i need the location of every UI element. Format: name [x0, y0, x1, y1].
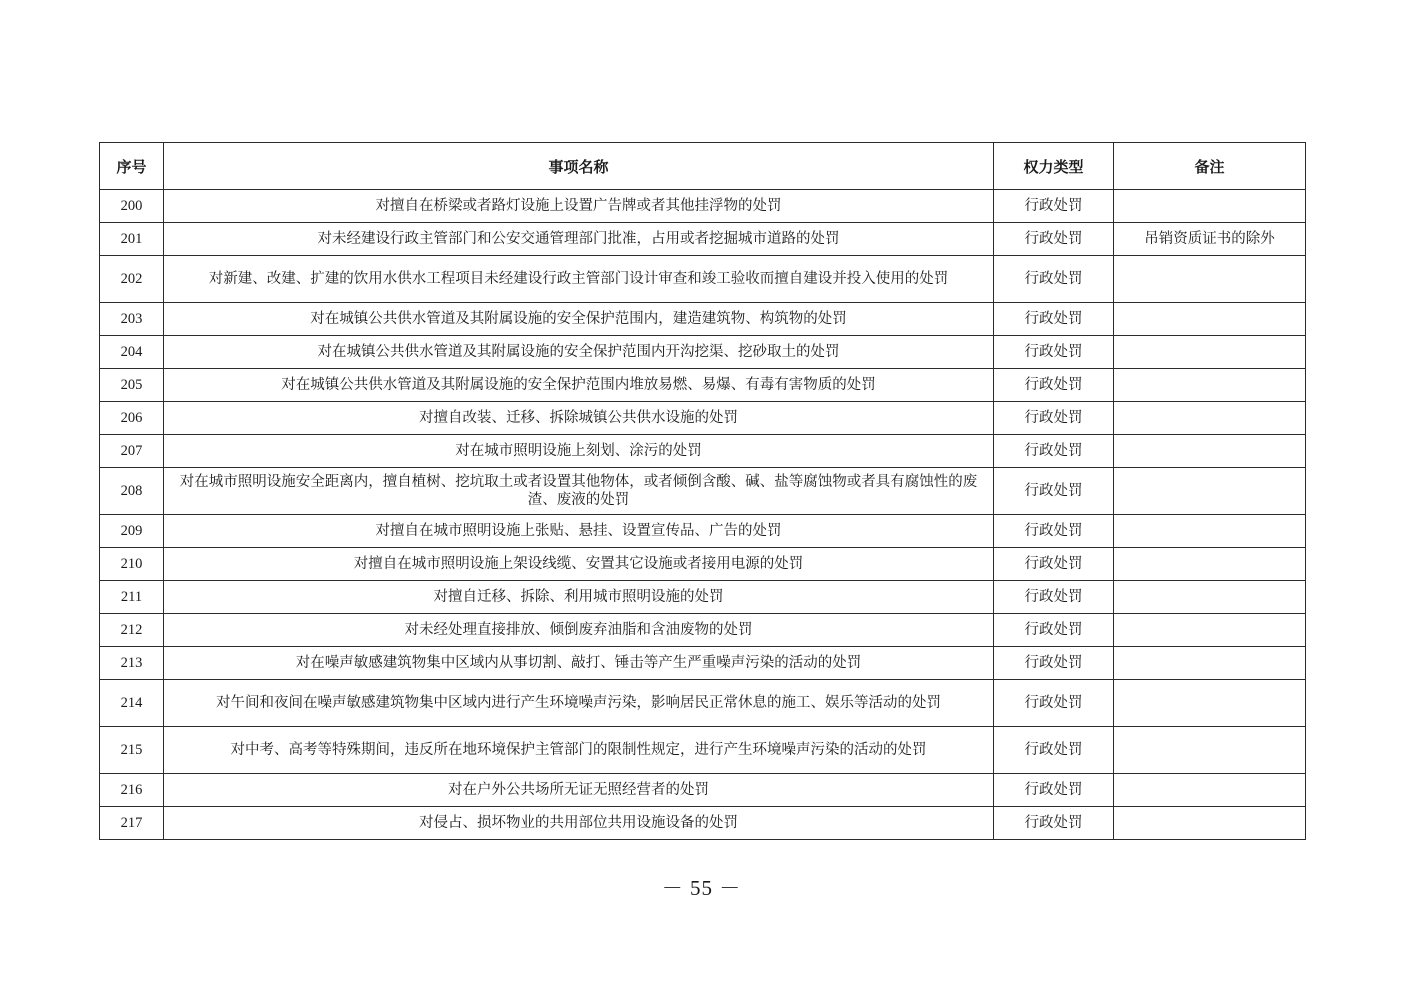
table-row	[100, 680, 1306, 727]
row-name: 对在户外公共场所无证无照经营者的处罚	[164, 774, 994, 807]
row-seq: 211	[100, 581, 164, 614]
row-type: 行政处罚	[994, 468, 1114, 515]
row-seq: 215	[100, 727, 164, 774]
row-seq: 205	[100, 369, 164, 402]
row-note	[1114, 468, 1306, 515]
row-note	[1114, 581, 1306, 614]
row-type: 行政处罚	[994, 190, 1114, 223]
row-name: 对中考、高考等特殊期间，违反所在地环境保护主管部门的限制性规定，进行产生环境噪声污染的活动的处罚	[164, 727, 994, 774]
row-note	[1114, 774, 1306, 807]
row-type: 行政处罚	[994, 727, 1114, 774]
row-seq: 214	[100, 680, 164, 727]
table-row	[100, 223, 1306, 256]
row-seq: 206	[100, 402, 164, 435]
row-name: 对午间和夜间在噪声敏感建筑物集中区域内进行产生环境噪声污染，影响居民正常休息的施工、娱乐等活动的处罚	[164, 680, 994, 727]
row-note	[1114, 727, 1306, 774]
row-seq: 216	[100, 774, 164, 807]
row-note	[1114, 614, 1306, 647]
row-type: 行政处罚	[994, 807, 1114, 840]
table-row	[100, 369, 1306, 402]
table-row	[100, 256, 1306, 303]
row-name: 对擅自在桥梁或者路灯设施上设置广告牌或者其他挂浮物的处罚	[164, 190, 994, 223]
row-note	[1114, 336, 1306, 369]
row-seq: 201	[100, 223, 164, 256]
row-type: 行政处罚	[994, 614, 1114, 647]
row-name: 对未经处理直接排放、倾倒废弃油脂和含油废物的处罚	[164, 614, 994, 647]
row-type: 行政处罚	[994, 548, 1114, 581]
row-name: 对在城镇公共供水管道及其附属设施的安全保护范围内开沟挖渠、挖砂取土的处罚	[164, 336, 994, 369]
table-row	[100, 774, 1306, 807]
row-name: 对擅自在城市照明设施上张贴、悬挂、设置宣传品、广告的处罚	[164, 515, 994, 548]
row-type: 行政处罚	[994, 256, 1114, 303]
table-row	[100, 468, 1306, 515]
row-seq: 209	[100, 515, 164, 548]
row-seq: 204	[100, 336, 164, 369]
table-row	[100, 548, 1306, 581]
power-list-table	[99, 142, 1306, 840]
row-type: 行政处罚	[994, 435, 1114, 468]
header-type: 权力类型	[994, 143, 1114, 190]
row-name: 对擅自改装、迁移、拆除城镇公共供水设施的处罚	[164, 402, 994, 435]
page-number: － 55 －	[661, 876, 742, 900]
row-type: 行政处罚	[994, 402, 1114, 435]
table-row	[100, 336, 1306, 369]
row-seq: 202	[100, 256, 164, 303]
row-seq: 208	[100, 468, 164, 515]
row-type: 行政处罚	[994, 223, 1114, 256]
table-row	[100, 402, 1306, 435]
row-type: 行政处罚	[994, 581, 1114, 614]
row-type: 行政处罚	[994, 336, 1114, 369]
row-name: 对擅自迁移、拆除、利用城市照明设施的处罚	[164, 581, 994, 614]
row-note	[1114, 303, 1306, 336]
row-note	[1114, 369, 1306, 402]
row-note	[1114, 402, 1306, 435]
row-type: 行政处罚	[994, 647, 1114, 680]
row-name: 对在城市照明设施上刻划、涂污的处罚	[164, 435, 994, 468]
row-type: 行政处罚	[994, 774, 1114, 807]
row-seq: 212	[100, 614, 164, 647]
row-name: 对在噪声敏感建筑物集中区域内从事切割、敲打、锤击等产生严重噪声污染的活动的处罚	[164, 647, 994, 680]
header-seq: 序号	[100, 143, 164, 190]
row-note	[1114, 435, 1306, 468]
row-type: 行政处罚	[994, 369, 1114, 402]
row-seq: 207	[100, 435, 164, 468]
row-name: 对未经建设行政主管部门和公安交通管理部门批准，占用或者挖掘城市道路的处罚	[164, 223, 994, 256]
row-seq: 217	[100, 807, 164, 840]
row-name: 对侵占、损坏物业的共用部位共用设施设备的处罚	[164, 807, 994, 840]
table-row	[100, 435, 1306, 468]
row-name: 对在城市照明设施安全距离内，擅自植树、挖坑取土或者设置其他物体，或者倾倒含酸、碱、盐等腐蚀物或者具有腐蚀性的废渣、废液的处罚	[164, 468, 994, 515]
row-note	[1114, 190, 1306, 223]
header-note: 备注	[1114, 143, 1306, 190]
row-seq: 203	[100, 303, 164, 336]
table-row	[100, 581, 1306, 614]
row-seq: 200	[100, 190, 164, 223]
table-body	[100, 190, 1306, 840]
table-row	[100, 303, 1306, 336]
row-note	[1114, 256, 1306, 303]
table-row	[100, 614, 1306, 647]
header-name: 事项名称	[164, 143, 994, 190]
table-row	[100, 807, 1306, 840]
row-note	[1114, 680, 1306, 727]
table-row	[100, 515, 1306, 548]
row-name: 对在城镇公共供水管道及其附属设施的安全保护范围内，建造建筑物、构筑物的处罚	[164, 303, 994, 336]
row-name: 对新建、改建、扩建的饮用水供水工程项目未经建设行政主管部门设计审查和竣工验收而擅自建设并投入使用的处罚	[164, 256, 994, 303]
row-type: 行政处罚	[994, 680, 1114, 727]
header-row	[100, 143, 1306, 190]
row-name: 对在城镇公共供水管道及其附属设施的安全保护范围内堆放易燃、易爆、有毒有害物质的处罚	[164, 369, 994, 402]
row-note	[1114, 548, 1306, 581]
row-type: 行政处罚	[994, 303, 1114, 336]
table-row	[100, 727, 1306, 774]
row-seq: 210	[100, 548, 164, 581]
row-note	[1114, 515, 1306, 548]
row-type: 行政处罚	[994, 515, 1114, 548]
row-note	[1114, 807, 1306, 840]
row-seq: 213	[100, 647, 164, 680]
row-name: 对擅自在城市照明设施上架设线缆、安置其它设施或者接用电源的处罚	[164, 548, 994, 581]
table-row	[100, 647, 1306, 680]
row-note: 吊销资质证书的除外	[1114, 223, 1306, 256]
row-note	[1114, 647, 1306, 680]
table-row	[100, 190, 1306, 223]
